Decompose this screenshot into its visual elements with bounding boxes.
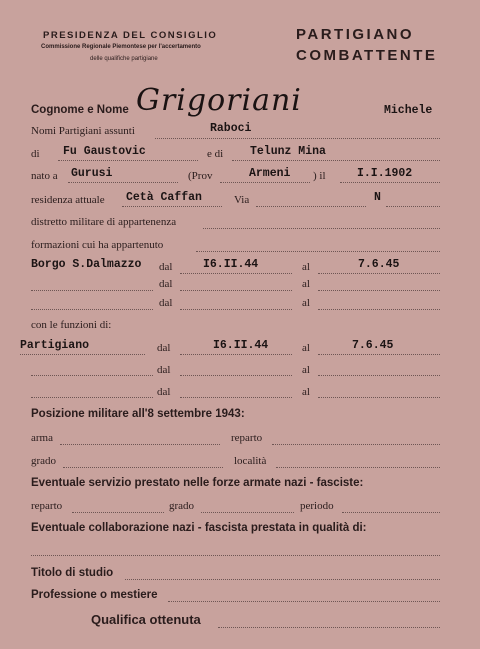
label-e-di: e di — [207, 148, 224, 160]
label-cognome-nome: Cognome e Nome — [31, 104, 129, 116]
dotted-line — [68, 182, 178, 183]
dotted-line — [168, 601, 440, 602]
label-reparto: reparto — [231, 432, 263, 444]
label-dal: dal — [157, 342, 171, 354]
dotted-line — [122, 206, 222, 207]
label-il: ) il — [313, 170, 326, 182]
dotted-line — [220, 182, 310, 183]
label-distretto: distretto militare di appartenenza — [31, 216, 177, 228]
label-al: al — [302, 364, 310, 376]
label-al: al — [302, 261, 310, 273]
dotted-line — [232, 160, 440, 161]
dotted-line — [318, 375, 440, 376]
label-dal: dal — [157, 364, 171, 376]
label-dal: dal — [159, 297, 173, 309]
label-funzioni: con le funzioni di: — [31, 319, 112, 331]
value-first-name: Michele — [384, 104, 433, 117]
label-al: al — [302, 342, 310, 354]
label-localita: località — [234, 455, 267, 467]
label-residenza: residenza attuale — [31, 194, 105, 206]
label-prov: (Prov — [188, 170, 213, 182]
dotted-line — [31, 375, 153, 376]
dotted-line — [31, 555, 440, 556]
label-al: al — [302, 278, 310, 290]
label-posizione-militare: Posizione militare all'8 settembre 1943: — [31, 408, 245, 420]
dotted-line — [125, 579, 440, 580]
dotted-line — [218, 627, 440, 628]
label-al: al — [302, 297, 310, 309]
label-dal: dal — [159, 261, 173, 273]
value-birth-date: I.I.1902 — [357, 167, 413, 180]
label-nomi-partigiani: Nomi Partigiani assunti — [31, 125, 135, 137]
dotted-line — [180, 375, 292, 376]
label-periodo: periodo — [300, 500, 334, 512]
dotted-line — [180, 273, 292, 274]
org-subtitle-2: delle qualifiche partigiane — [90, 56, 158, 62]
label-professione: Professione o mestiere — [31, 589, 158, 601]
value-function-1-to: 7.6.45 — [352, 339, 394, 352]
value-formation-1: Borgo S.Dalmazzo — [31, 258, 142, 271]
dotted-line — [20, 354, 145, 355]
label-qualifica: Qualifica ottenuta — [91, 612, 201, 627]
dotted-line — [31, 309, 153, 310]
dotted-line — [180, 309, 292, 310]
label-reparto-2: reparto — [31, 500, 63, 512]
form-title-partigiano: PARTIGIANO — [296, 26, 415, 43]
value-partisan-name: Raboci — [210, 122, 252, 135]
label-grado: grado — [31, 455, 57, 467]
dotted-line — [318, 309, 440, 310]
dotted-line — [386, 206, 440, 207]
label-formazioni: formazioni cui ha appartenuto — [31, 239, 164, 251]
dotted-line — [201, 512, 294, 513]
value-mother: Telunz Mina — [250, 145, 326, 158]
dotted-line — [272, 444, 440, 445]
dotted-line — [318, 354, 440, 355]
dotted-line — [60, 444, 220, 445]
value-formation-1-from: I6.II.44 — [203, 258, 259, 271]
dotted-line — [58, 160, 198, 161]
label-nato-a: nato a — [31, 170, 58, 182]
dotted-line — [72, 512, 164, 513]
dotted-line — [256, 206, 366, 207]
label-titolo-studio: Titolo di studio — [31, 567, 114, 579]
value-father: Fu Gaustovic — [63, 145, 146, 158]
label-al: al — [302, 386, 310, 398]
label-di: di — [31, 148, 40, 160]
value-province: Armeni — [249, 167, 291, 180]
dotted-line — [63, 467, 223, 468]
org-title: PRESIDENZA DEL CONSIGLIO — [43, 30, 218, 41]
label-n: N — [374, 191, 381, 204]
dotted-line — [318, 290, 440, 291]
handwritten-surname: Grigoriani — [136, 83, 302, 118]
value-function-1: Partigiano — [20, 339, 90, 352]
label-dal: dal — [157, 386, 171, 398]
dotted-line — [180, 397, 292, 398]
dotted-line — [31, 397, 153, 398]
dotted-line — [340, 182, 440, 183]
dotted-line — [180, 290, 292, 291]
dotted-line — [203, 228, 440, 229]
label-arma: arma — [31, 432, 53, 444]
label-grado-2: grado — [169, 500, 195, 512]
value-birthplace: Gurusi — [71, 167, 113, 180]
dotted-line — [342, 512, 440, 513]
org-subtitle: Commissione Regionale Piemontese per l'accertamento — [41, 44, 201, 50]
dotted-line — [180, 354, 292, 355]
form-title-combattente: COMBATTENTE — [296, 47, 438, 64]
label-collaborazione: Eventuale collaborazione nazi - fascista prestata in qualità di: — [31, 522, 367, 534]
dotted-line — [276, 467, 440, 468]
label-dal: dal — [159, 278, 173, 290]
dotted-line — [155, 138, 440, 139]
dotted-line — [31, 290, 153, 291]
label-servizio: Eventuale servizio prestato nelle forze armate nazi - fasciste: — [31, 477, 364, 489]
dotted-line — [318, 273, 440, 274]
dotted-line — [318, 397, 440, 398]
value-formation-1-to: 7.6.45 — [358, 258, 400, 271]
value-function-1-from: I6.II.44 — [213, 339, 269, 352]
dotted-line — [196, 251, 440, 252]
value-residence: Cetà Caffan — [126, 191, 202, 204]
label-via: Via — [234, 194, 250, 206]
